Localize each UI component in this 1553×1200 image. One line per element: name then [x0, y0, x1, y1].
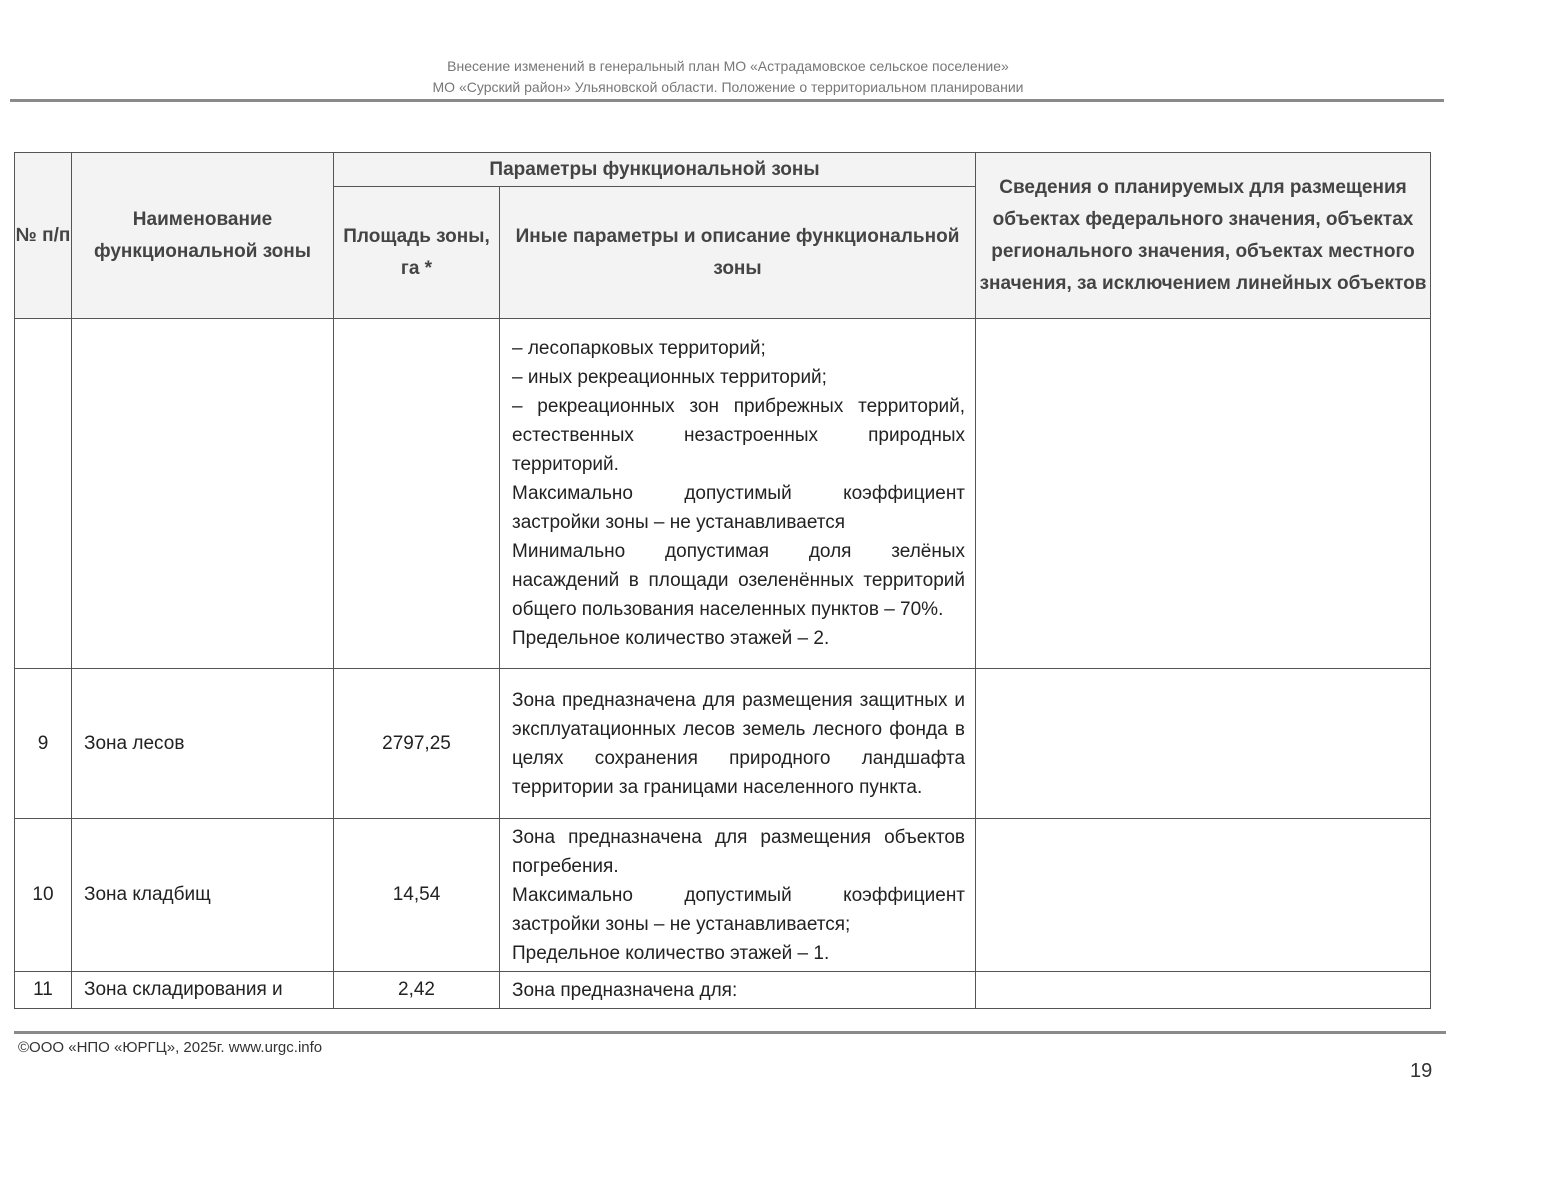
description-line: – рекреационных зон прибрежных территорий, естественных незастроенных природных территорий.	[512, 396, 966, 475]
cell-num	[15, 319, 72, 669]
cell-num: 11	[15, 972, 72, 1009]
document-header	[12, 56, 1444, 98]
page-number: 19	[1410, 1060, 1433, 1082]
cell-zone-name: Зона складирования и	[72, 972, 334, 1009]
cell-area	[334, 319, 500, 669]
description-line: – лесопарковых территорий;	[512, 338, 766, 359]
header-divider	[10, 99, 1444, 102]
cell-area: 2797,25	[334, 669, 500, 819]
cell-description	[500, 819, 976, 972]
cell-planned-objects	[976, 819, 1431, 972]
footer-divider	[14, 1031, 1446, 1034]
description-line: Максимально допустимый коэффициент застройки зоны – не устанавливается;	[512, 884, 966, 935]
table-row	[15, 319, 1431, 669]
description-line: Зона предназначена для размещения защитных и эксплуатационных лесов земель лесного фонда в целях сохранения природного ландшафта территории за границами населенного пункта.	[512, 689, 966, 798]
cell-description	[500, 972, 976, 1009]
cell-zone-name: Зона лесов	[72, 669, 334, 819]
header-params-group: Параметры функциональной зоны	[334, 153, 976, 187]
header-line-1: Внесение изменений в генеральный план МО «Астрадамовское сельское поселение»	[447, 58, 1009, 74]
header-zone-name: Наименование функциональной зоны	[72, 153, 334, 319]
description-line: Зона предназначена для:	[512, 979, 738, 1001]
table-row	[15, 972, 1431, 1009]
description-line: Минимально допустимая доля зелёных насаждений в площади озеленённых территорий общего пользования населенных пунктов – 70%.	[512, 541, 966, 620]
cell-num: 9	[15, 669, 72, 819]
footer-copyright: ©ООО «НПО «ЮРГЦ», 2025г. www.urgc.info	[18, 1039, 323, 1056]
cell-planned-objects	[976, 669, 1431, 819]
description-line: Предельное количество этажей – 1.	[512, 942, 830, 964]
cell-zone-name	[72, 319, 334, 669]
cell-description	[500, 669, 976, 819]
cell-planned-objects	[976, 972, 1431, 1009]
description-line: – иных рекреационных территорий;	[512, 367, 827, 388]
table-row	[15, 669, 1431, 819]
description-line: Максимально допустимый коэффициент застройки зоны – не устанавливается	[512, 483, 966, 533]
header-planned-objects: Сведения о планируемых для размещения объектах федерального значения, объектах регионального значения, объектах местного значения, за исключением линейных объектов	[976, 153, 1431, 319]
header-area: Площадь зоны, га *	[334, 187, 500, 319]
functional-zones-table	[14, 152, 1431, 1009]
cell-area: 14,54	[334, 819, 500, 972]
header-other-params: Иные параметры и описание функциональной зоны	[500, 187, 976, 319]
description-line: Предельное количество этажей – 2.	[512, 628, 830, 649]
header-num: № п/п	[15, 153, 72, 319]
cell-area: 2,42	[334, 972, 500, 1009]
description-line: Зона предназначена для размещения объектов погребения.	[512, 826, 966, 877]
header-line-2: МО «Сурский район» Ульяновской области. Положение о территориальном планировании	[432, 79, 1024, 95]
table-row	[15, 819, 1431, 972]
cell-zone-name: Зона кладбищ	[72, 819, 334, 972]
cell-num: 10	[15, 819, 72, 972]
cell-description	[500, 319, 976, 669]
cell-planned-objects	[976, 319, 1431, 669]
